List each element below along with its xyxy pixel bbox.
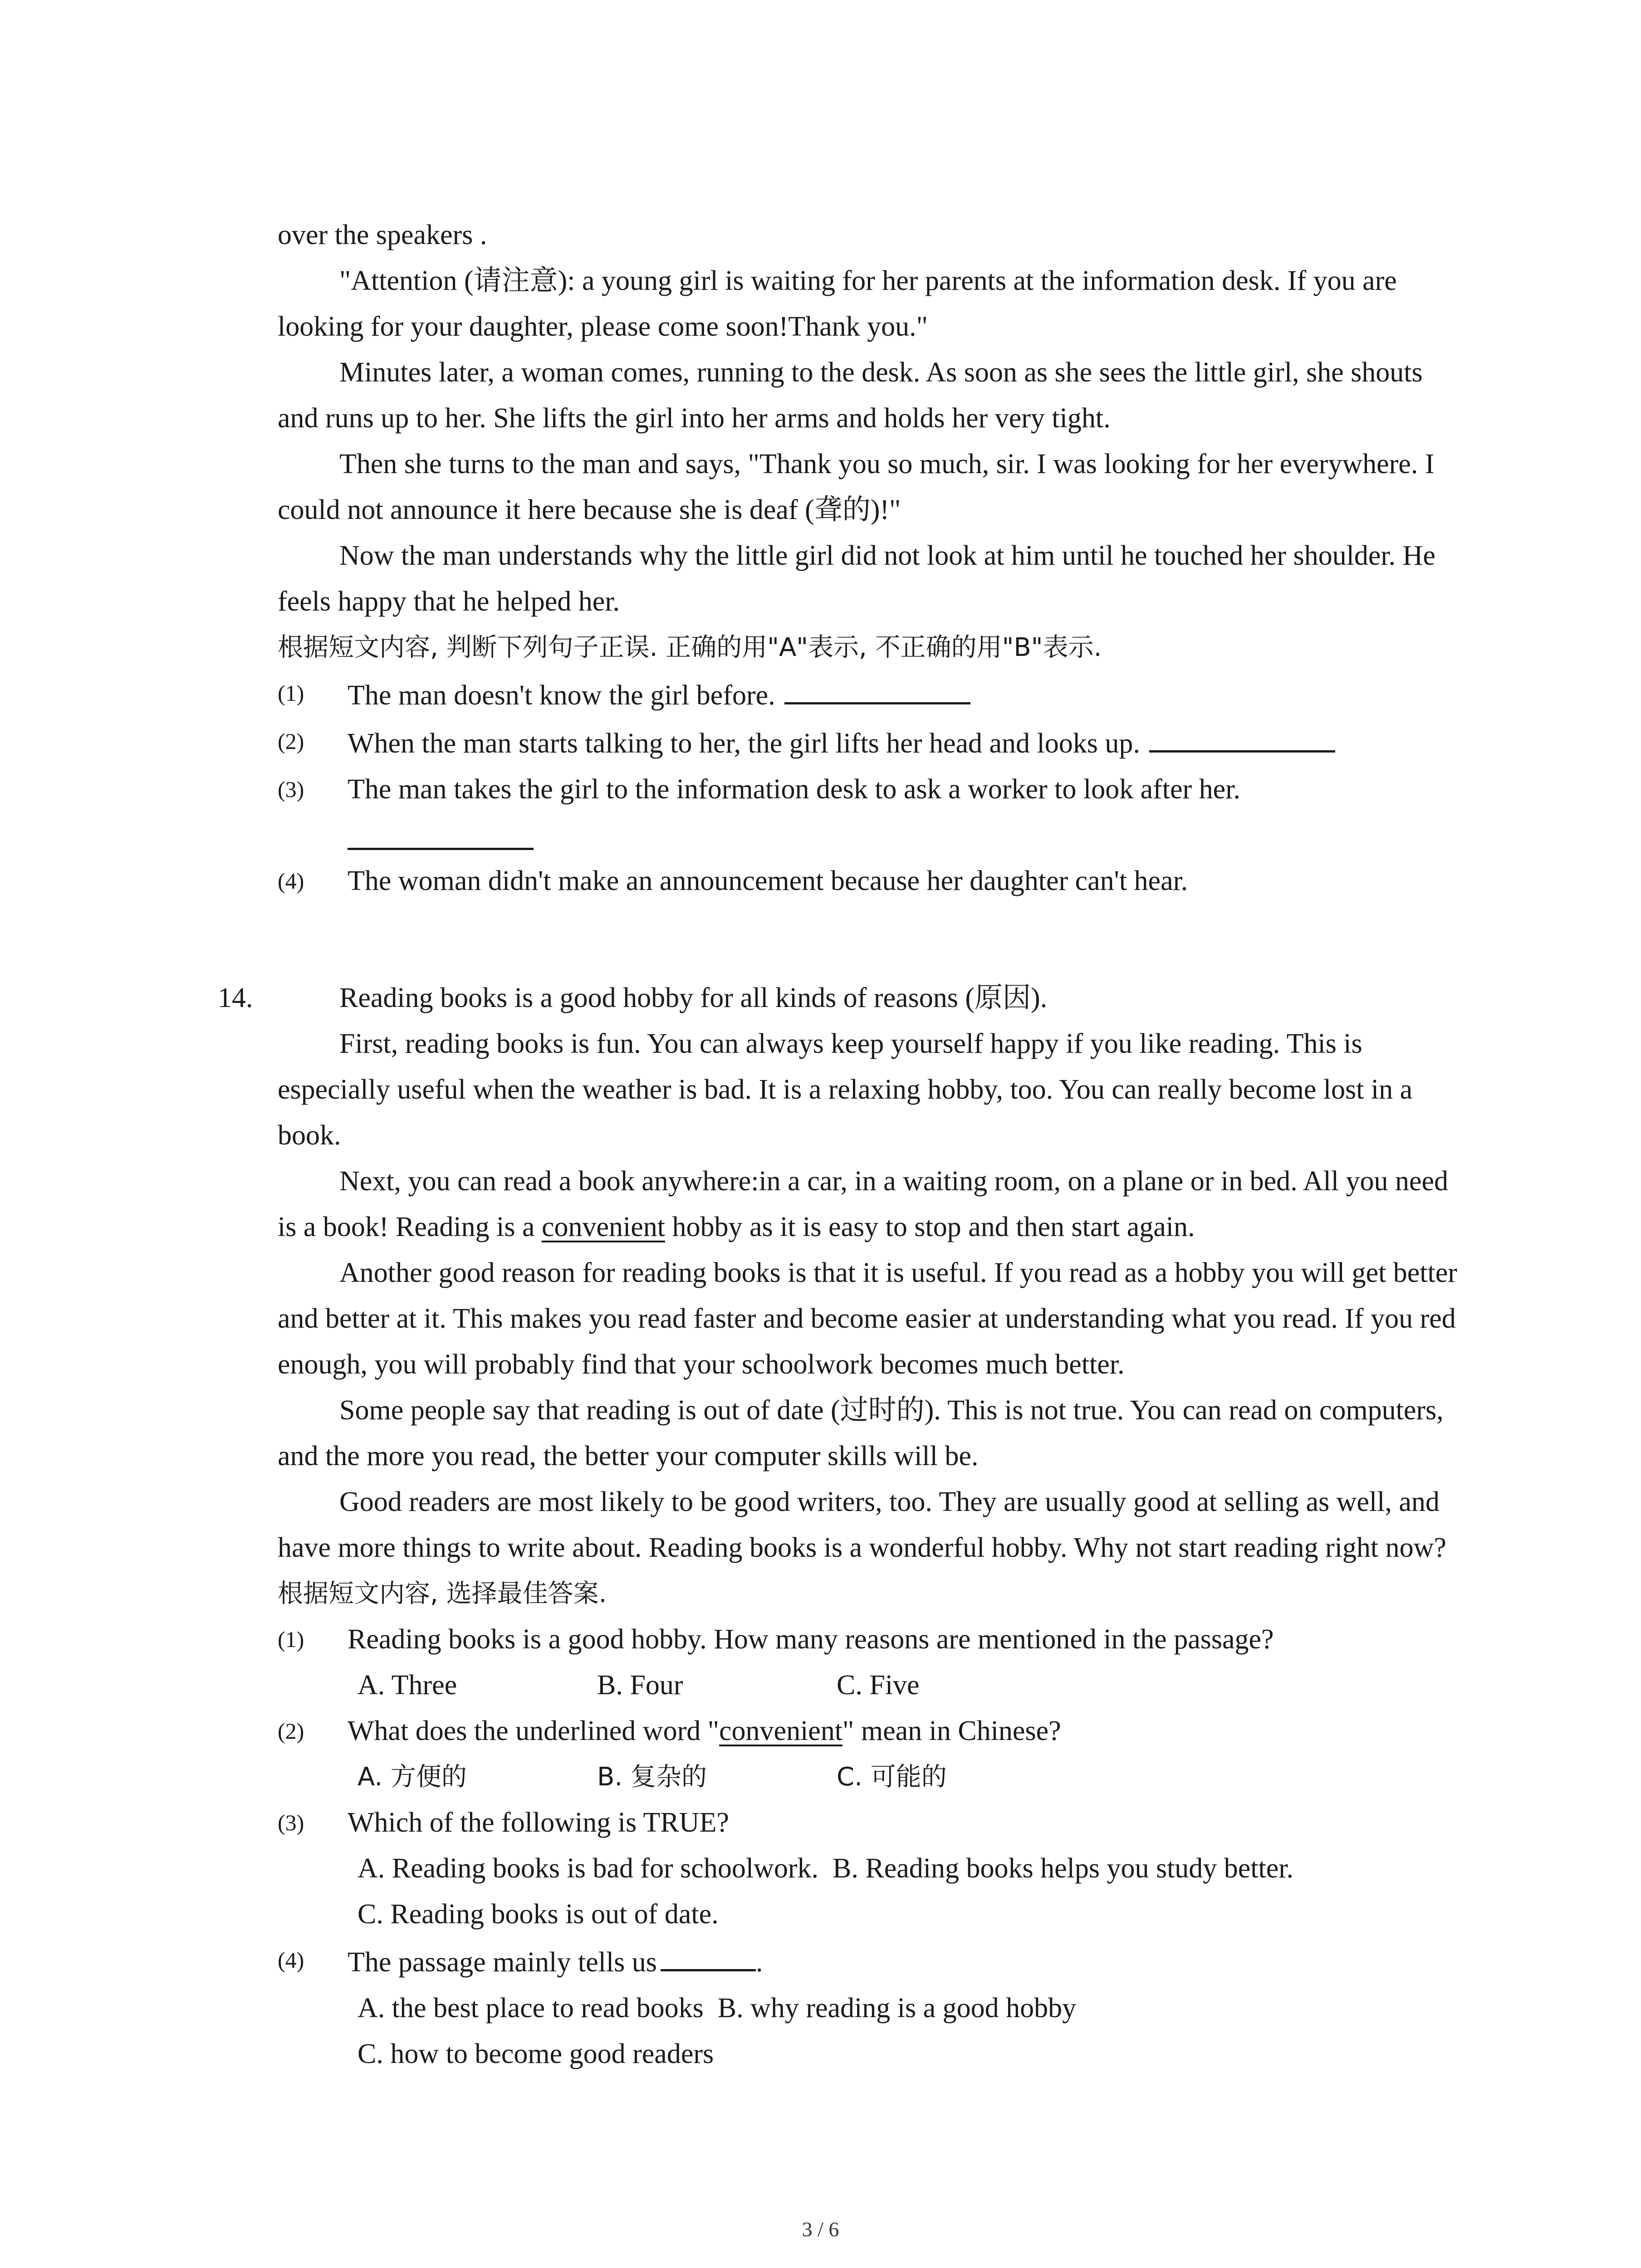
answer-blank[interactable] [784,670,970,704]
instruction-multiple-choice: 根据短文内容, 选择最佳答案. [278,1579,607,1608]
option-a[interactable]: A. Reading books is bad for schoolwork. [358,1853,818,1884]
question-text: Which of the following is TRUE? [348,1807,729,1838]
answer-blank[interactable] [1149,719,1335,753]
passage-1 [278,212,1457,904]
option-c[interactable]: C. how to become good readers [358,2038,714,2069]
question-text: " mean in Chinese? [843,1716,1061,1746]
mc-question-4 [278,1937,1457,1985]
passage-paragraph: Some people say that reading is out of date (过时的). This is not true. You can read on computers, and the more you read, the better your computer skills will be. [278,1395,1444,1471]
question-number: (3) [278,1810,304,1835]
question-text: When the man starts talking to her, the girl lifts her head and looks up. [348,728,1140,759]
passage-paragraph: Minutes later, a woman comes, running to the desk. As soon as she sees the little girl, she shouts and runs up to her. She lifts the girl into her arms and holds her very tight. [278,357,1423,434]
option-b[interactable]: B. 复杂的 [597,1762,707,1792]
question-4 [278,858,1457,904]
option-b[interactable]: B. Four [597,1670,683,1701]
question-number: (3) [278,777,304,802]
instruction-true-false: 根据短文内容, 判断下列句子正误. 正确的用"A"表示, 不正确的用"B"表示. [278,633,1102,662]
options-row [358,1846,1457,1892]
mc-question-3 [278,1800,1457,1846]
mc-question-2 [278,1708,1457,1754]
question-1 [278,670,1457,719]
text-span: hobby as it is easy to stop and then start again. [665,1212,1195,1242]
option-c[interactable]: C. Reading books is out of date. [358,1899,719,1930]
mc-question-1 [278,1617,1457,1662]
passage-paragraph: Now the man understands why the little girl did not look at him until he touched her shoulder. He feels happy that he helped her. [278,540,1435,617]
passage-paragraph: First, reading books is fun. You can always keep yourself happy if you like reading. This is especially useful when the weather is bad. It is a relaxing hobby, too. You can really become lost in a book. [278,1028,1413,1151]
question-3 [278,767,1457,812]
passage-paragraph: Another good reason for reading books is that it is useful. If you read as a hobby you will get better and better at it. This makes you read faster and become easier at understanding what you read. If you red enough, you will probably find that your schoolwork becomes much better. [278,1257,1457,1380]
question-number: (4) [278,868,304,894]
option-a[interactable]: A. 方便的 [358,1762,467,1792]
passage-paragraph: "Attention (请注意): a young girl is waiting for her parents at the information desk. If you are looking for your daughter, please come soon!Thank you." [278,265,1397,342]
options-row [358,1662,1457,1708]
question-text: The passage mainly tells us [348,1947,657,1978]
passage-paragraph [278,1158,1457,1250]
passage-2 [278,975,1457,2077]
question-text: What does the underlined word " [348,1716,720,1746]
option-b[interactable]: B. Reading books helps you study better. [832,1853,1294,1884]
option-a[interactable]: A. Three [358,1670,457,1701]
option-c[interactable]: C. 可能的 [837,1762,947,1792]
question-text: The woman didn't make an announcement because her daughter can't hear. [348,865,1188,896]
underlined-word: convenient [719,1716,843,1746]
answer-blank[interactable] [348,816,534,850]
question-text: The man doesn't know the girl before. [348,680,775,711]
question-number: (4) [278,1947,304,1973]
question-2 [278,719,1457,767]
question-3-blank-line [278,812,1457,858]
options-row [358,2031,1457,2077]
options-row [358,1754,1457,1800]
option-c[interactable]: C. Five [837,1670,920,1701]
question-number: (2) [278,728,304,754]
question-text: Reading books is a good hobby. How many reasons are mentioned in the passage? [348,1624,1274,1655]
question-14-number: 14. [218,982,253,1013]
options-row [358,1985,1457,2031]
options-row [358,1892,1457,1937]
question-number: (1) [278,680,304,706]
option-a[interactable]: A. the best place to read books [358,1993,704,2024]
answer-blank[interactable] [661,1937,756,1971]
question-number: (2) [278,1718,304,1744]
page-number: 3 / 6 [802,2218,839,2241]
passage-first-line: Reading books is a good hobby for all kinds of reasons (原因). [339,982,1048,1013]
question-text-end: . [755,1947,763,1978]
text-span: Next, you can read a book anywhere:in a car, in a waiting room, on a plane or in bed. All you need is a book! Reading is a [278,1166,1449,1242]
passage-paragraph: Then she turns to the man and says, "Thank you so much, sir. I was looking for her everywhere. I could not announce it here because she is deaf (聋的)!" [278,449,1435,525]
underlined-word: convenient [542,1212,666,1242]
option-b[interactable]: B. why reading is a good hobby [717,1993,1077,2024]
question-text: The man takes the girl to the information desk to ask a worker to look after her. [348,774,1240,805]
passage-line: over the speakers . [278,220,487,250]
passage-paragraph: Good readers are most likely to be good writers, too. They are usually good at selling as well, and have more things to write about. Reading books is a wonderful hobby. Why not start reading right now? [278,1486,1446,1563]
question-number: (1) [278,1627,304,1652]
